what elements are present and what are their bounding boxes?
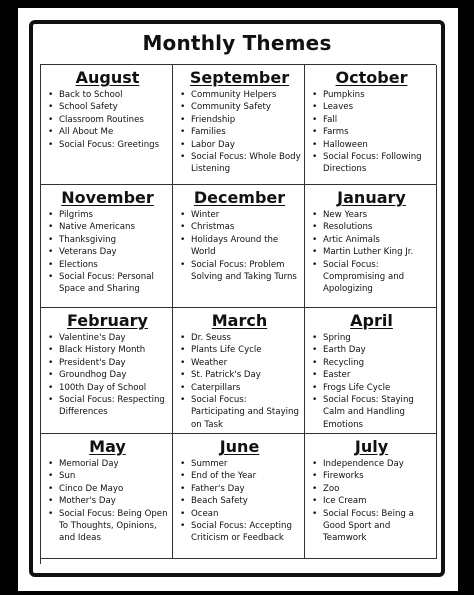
theme-item: • Independence Day (309, 458, 434, 470)
theme-list (45, 458, 170, 545)
theme-item: • Black History Month (45, 344, 170, 356)
theme-item: • Veterans Day (45, 246, 170, 258)
theme-item: • Social Focus: Staying Calm and Handling Emotions (309, 394, 434, 431)
theme-item: • Sun (45, 470, 170, 482)
theme-item: • Father's Day (177, 483, 302, 495)
theme-item: • Social Focus: Respecting Differences (45, 394, 170, 419)
month-heading: September (189, 68, 290, 87)
theme-list (309, 332, 434, 431)
theme-list (177, 458, 302, 545)
theme-item: • Plants Life Cycle (177, 344, 302, 356)
theme-item: • Social Focus: Following Directions (309, 151, 434, 176)
month-cell-october (305, 65, 437, 185)
theme-item: • Social Focus: Personal Space and Sharing (45, 271, 170, 296)
theme-item: • Friendship (177, 114, 302, 126)
month-heading: October (335, 68, 408, 87)
month-heading: August (75, 68, 140, 87)
theme-item: • Easter (309, 369, 434, 381)
month-heading: April (350, 311, 393, 330)
page-border (29, 20, 445, 577)
theme-item: • Mother's Day (45, 495, 170, 507)
theme-item: • Valentine's Day (45, 332, 170, 344)
theme-item: • All About Me (45, 126, 170, 138)
theme-item: • Summer (177, 458, 302, 470)
month-cell-august (41, 65, 173, 185)
month-heading: March (211, 311, 268, 330)
theme-item: • Social Focus: Being Open To Thoughts, Opinions, and Ideas (45, 508, 170, 545)
month-cell-november (41, 185, 173, 308)
theme-item: • Cinco De Mayo (45, 483, 170, 495)
theme-item: • Groundhog Day (45, 369, 170, 381)
theme-item: • Weather (177, 357, 302, 369)
theme-item: • Fireworks (309, 470, 434, 482)
worksheet-page (18, 8, 458, 591)
theme-item: • 100th Day of School (45, 382, 170, 394)
theme-item: • Social Focus: Greetings (45, 139, 170, 151)
month-cell-september (173, 65, 305, 185)
theme-item: • Fall (309, 114, 434, 126)
month-heading: December (193, 188, 286, 207)
theme-item: • Pilgrims (45, 209, 170, 221)
theme-item: • Christmas (177, 221, 302, 233)
month-heading: November (61, 188, 154, 207)
theme-list (177, 332, 302, 431)
theme-item: • Back to School (45, 89, 170, 101)
theme-item: • Memorial Day (45, 458, 170, 470)
theme-list (177, 209, 302, 283)
theme-list (45, 332, 170, 419)
month-heading: January (337, 188, 406, 207)
theme-item: • Halloween (309, 139, 434, 151)
theme-list (45, 209, 170, 296)
month-heading: May (89, 437, 126, 456)
theme-item: • Zoo (309, 483, 434, 495)
theme-list (309, 458, 434, 545)
month-cell-january (305, 185, 437, 308)
theme-item: • Native Americans (45, 221, 170, 233)
theme-item: • Families (177, 126, 302, 138)
theme-list (45, 89, 170, 151)
theme-item: • Pumpkins (309, 89, 434, 101)
theme-item: • End of the Year (177, 470, 302, 482)
theme-item: • Winter (177, 209, 302, 221)
theme-item: • Social Focus: Problem Solving and Taking Turns (177, 259, 302, 284)
theme-item: • Frogs Life Cycle (309, 382, 434, 394)
theme-item: • Classroom Routines (45, 114, 170, 126)
theme-item: • Artic Animals (309, 234, 434, 246)
month-cell-december (173, 185, 305, 308)
theme-item: • Labor Day (177, 139, 302, 151)
month-heading: June (219, 437, 260, 456)
theme-list (309, 89, 434, 176)
theme-item: • Holidays Around the World (177, 234, 302, 259)
theme-item: • Social Focus: Participating and Staying on Task (177, 394, 302, 431)
theme-list (177, 89, 302, 176)
theme-list (309, 209, 434, 296)
theme-item: • Community Safety (177, 101, 302, 113)
month-cell-july (305, 434, 437, 559)
theme-item: • Social Focus: Compromising and Apologizing (309, 259, 434, 296)
theme-item: • Dr. Seuss (177, 332, 302, 344)
month-cell-june (173, 434, 305, 559)
theme-item: • New Years (309, 209, 434, 221)
theme-item: • Ice Cream (309, 495, 434, 507)
theme-item: • Spring (309, 332, 434, 344)
month-cell-may (41, 434, 173, 559)
theme-item: • School Safety (45, 101, 170, 113)
theme-item: • Ocean (177, 508, 302, 520)
theme-item: • President's Day (45, 357, 170, 369)
theme-item: • Martin Luther King Jr. (309, 246, 434, 258)
month-cell-february (41, 308, 173, 434)
theme-item: • Thanksgiving (45, 234, 170, 246)
theme-item: • Social Focus: Accepting Criticism or Feedback (177, 520, 302, 545)
theme-item: • Caterpillars (177, 382, 302, 394)
theme-item: • Beach Safety (177, 495, 302, 507)
month-heading: February (67, 311, 148, 330)
month-cell-april (305, 308, 437, 434)
theme-item: • Social Focus: Being a Good Sport and Teamwork (309, 508, 434, 545)
monthly-themes-grid (40, 64, 436, 564)
month-heading: July (354, 437, 389, 456)
theme-item: • Community Helpers (177, 89, 302, 101)
theme-item: • Farms (309, 126, 434, 138)
theme-item: • Earth Day (309, 344, 434, 356)
theme-item: • Recycling (309, 357, 434, 369)
theme-item: • St. Patrick's Day (177, 369, 302, 381)
theme-item: • Resolutions (309, 221, 434, 233)
month-cell-march (173, 308, 305, 434)
theme-item: • Social Focus: Whole Body Listening (177, 151, 302, 176)
theme-item: • Elections (45, 259, 170, 271)
page-title: Monthly Themes (142, 31, 332, 55)
theme-item: • Leaves (309, 101, 434, 113)
